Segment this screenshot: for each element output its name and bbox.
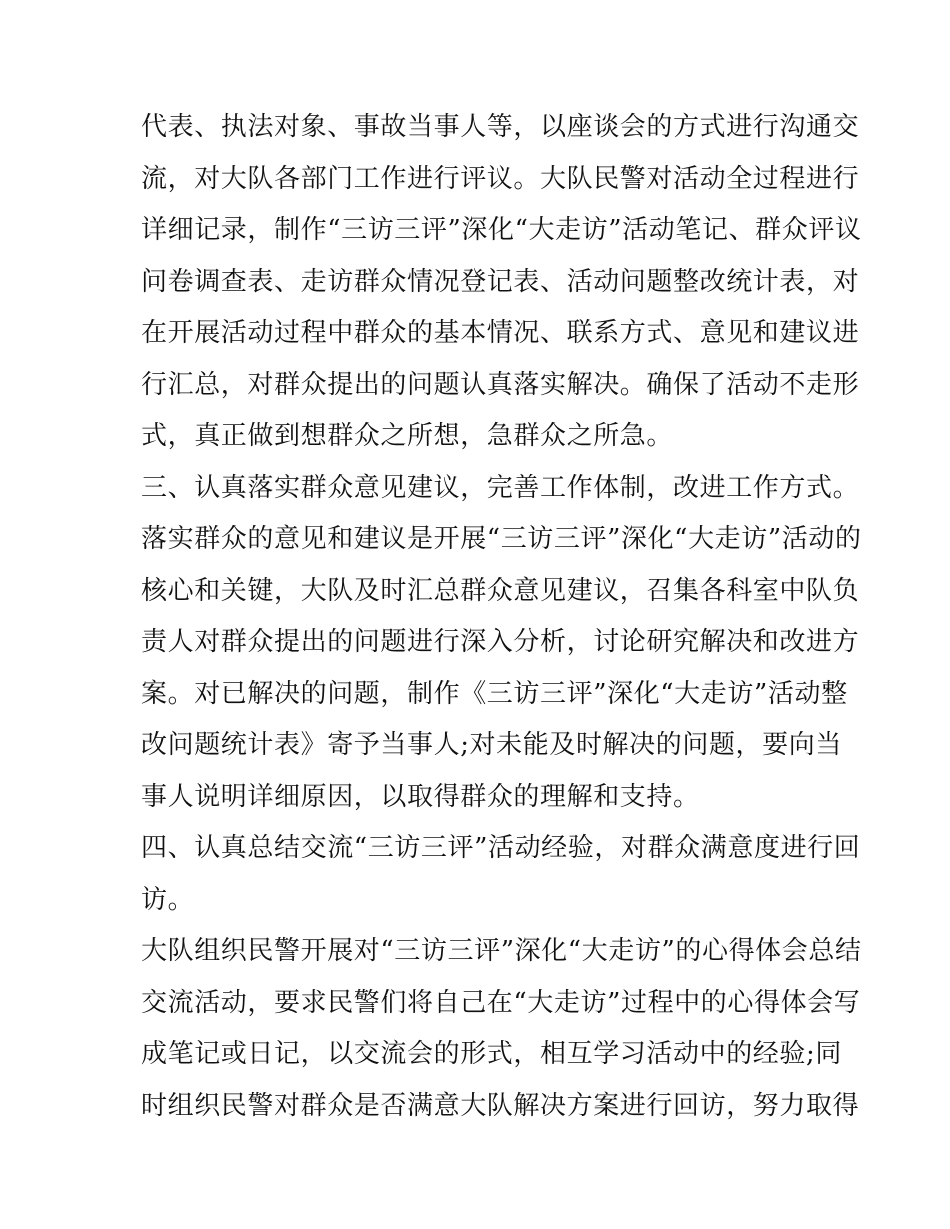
text-line: 大队组织民警开展对“三访三评”深化“大走访”的心得体会总结 <box>141 936 862 966</box>
text-line: 核心和关键，大队及时汇总群众意见建议，召集各科室中队负 <box>141 575 860 606</box>
text-line: 详细记录，制作“三访三评”深化“大走访”活动笔记、群众评议 <box>141 215 862 245</box>
text-line: 案。对已解决的问题，制作《三访三评”深化“大走访”活动整 <box>141 678 848 709</box>
document-body <box>141 102 862 1132</box>
text-line: 交流活动，要求民警们将自己在“大走访”过程中的心得体会写 <box>141 987 861 1018</box>
section-heading-3: 三、认真落实群众意见建议，完善工作体制，改进工作方式。 <box>141 472 860 503</box>
section-heading-4: 四、认真总结交流“三访三评”活动经验，对群众满意度进行回 <box>141 833 861 863</box>
text-line: 成笔记或日记，以交流会的形式，相互学习活动中的经验;同 <box>141 1039 842 1069</box>
text-line: 代表、执法对象、事故当事人等，以座谈会的方式进行沟通交 <box>141 112 860 142</box>
text-line: 式，真正做到想群众之所想，急群众之所急。 <box>141 421 674 451</box>
text-line: 落实群众的意见和建议是开展“三访三评”深化“大走访”活动的 <box>141 524 862 554</box>
text-line: 时组织民警对群众是否满意大队解决方案进行回访，努力取得 <box>141 1090 860 1121</box>
text-line: 流，对大队各部门工作进行评议。大队民警对活动全过程进行 <box>141 163 860 194</box>
text-line: 事人说明详细原因，以取得群众的理解和支持。 <box>141 781 700 812</box>
text-line: 在开展活动过程中群众的基本情况、联系方式、意见和建议进 <box>141 318 860 348</box>
text-line: 行汇总，对群众提出的问题认真落实解决。确保了活动不走形 <box>141 369 860 400</box>
text-line: 责人对群众提出的问题进行深入分析，讨论研究解决和改进方 <box>141 627 860 657</box>
text-line: 改问题统计表》寄予当事人;对未能及时解决的问题，要向当 <box>141 730 842 760</box>
section-heading-4-cont: 访。 <box>141 884 195 915</box>
text-line: 问卷调查表、走访群众情况登记表、活动问题整改统计表，对 <box>141 266 860 297</box>
